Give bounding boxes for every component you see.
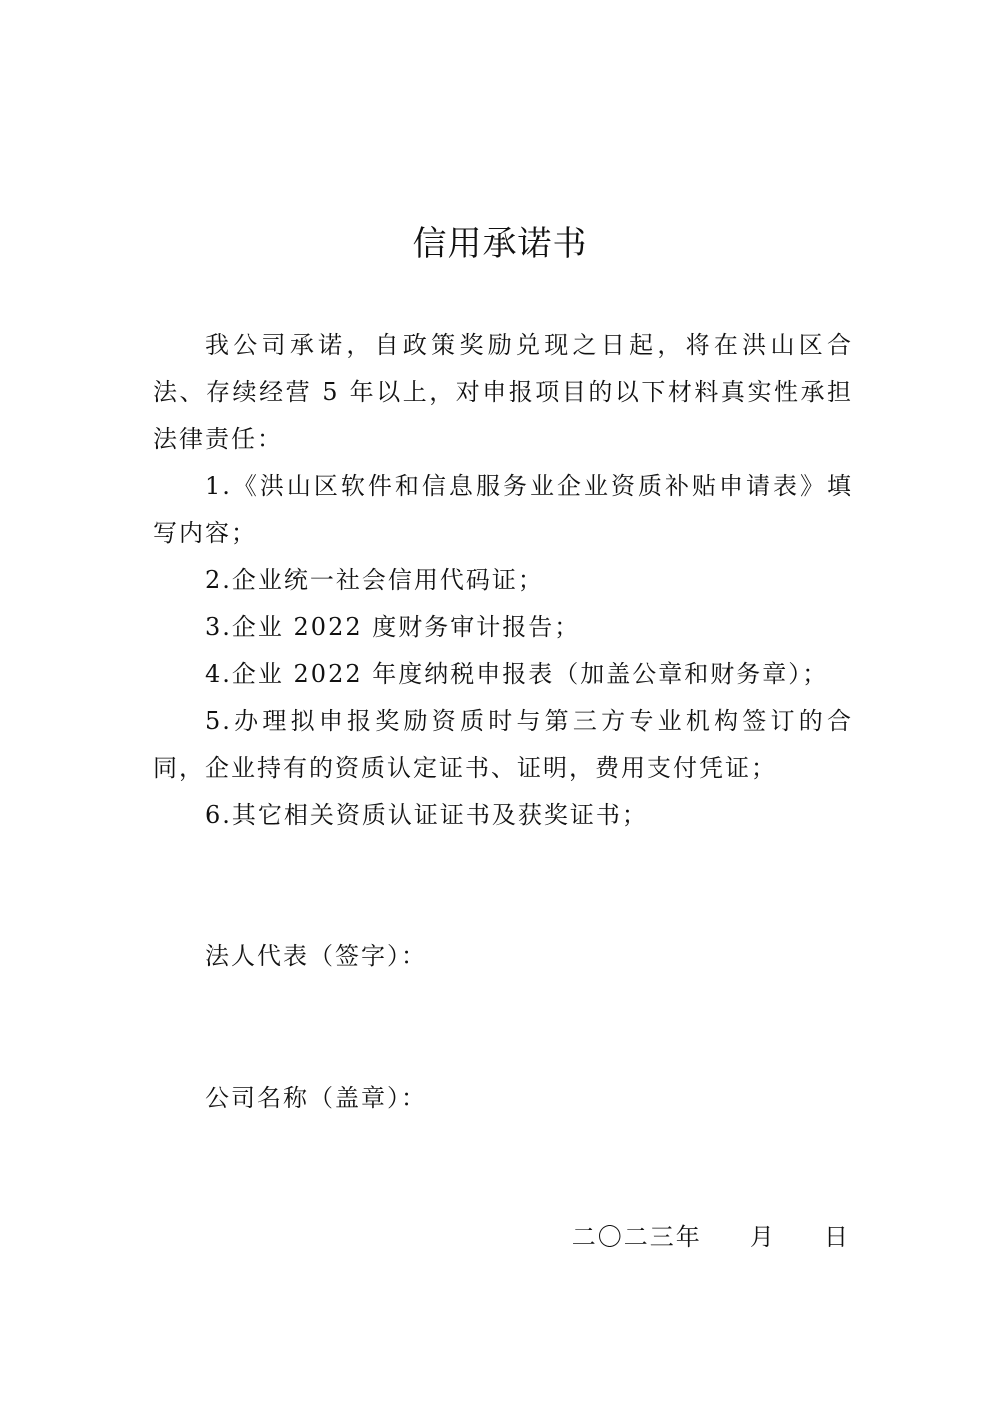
list-item-6: 6.其它相关资质认证证书及获奖证书； [205,801,648,829]
date-line: 二〇二三年 月 日 [571,1223,850,1251]
document-title: 信用承诺书 [412,224,588,264]
intro-paragraph: 我公司承诺，自政策奖励兑现之日起，将在洪山区合法、存续经营 5 年以上，对申报项目的以下材料真实性承担法律责任： [153,331,853,453]
list-item-2: 2.企业统一社会信用代码证； [205,566,544,594]
list-item-1: 1.《洪山区软件和信息服务业企业资质补贴申请表》填写内容； [153,472,853,547]
list-item-5: 5.办理拟申报奖励资质时与第三方专业机构签订的合同，企业持有的资质认定证书、证明，费用支付凭证； [153,707,853,782]
list-item-3: 3.企业 2022 度财务审计报告； [205,613,581,641]
legal-representative-signature-label: 法人代表（签字）： [205,942,427,970]
company-seal-label: 公司名称（盖章）： [205,1084,427,1112]
list-item-4: 4.企业 2022 年度纳税申报表（加盖公章和财务章）； [205,660,829,688]
